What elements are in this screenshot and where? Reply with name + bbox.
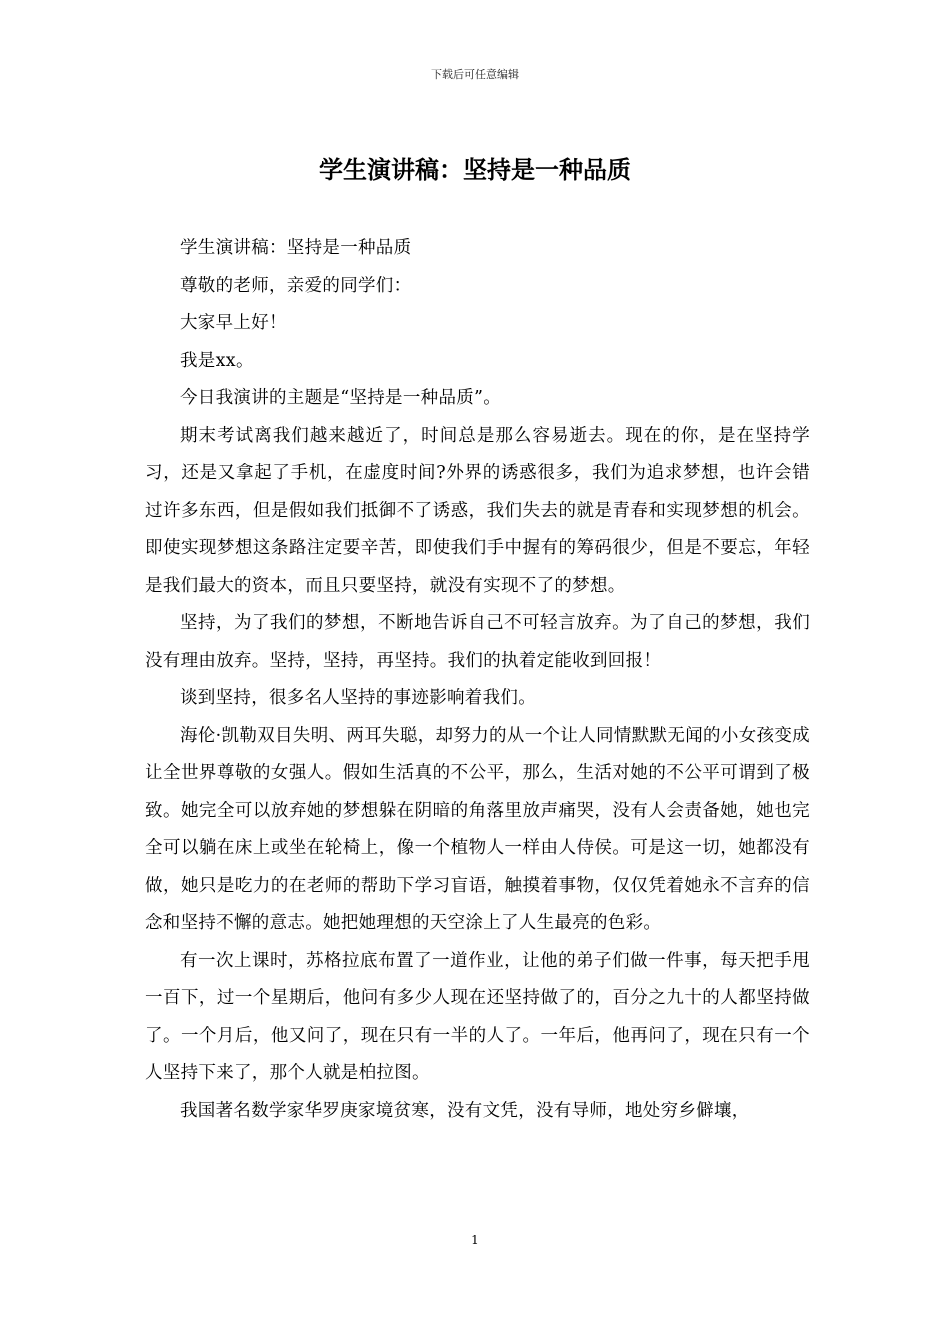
paragraph-salutation: 尊敬的老师，亲爱的同学们：: [180, 275, 412, 296]
page-number: 1: [471, 1233, 479, 1247]
paragraph-persist-dream: 坚持，为了我们的梦想，不断地告诉自己不可轻言放弃。为了自己的梦想，我们没有理由放弃。坚持，坚持，再坚持。我们的执着定能收到回报！: [145, 613, 810, 671]
paragraph-topic: 今日我演讲的主题是“坚持是一种品质”。: [180, 388, 502, 408]
paragraph-famous-people: 谈到坚持，很多名人坚持的事迹影响着我们。: [180, 688, 536, 708]
page-header-note: 下载后可任意编辑: [431, 68, 519, 81]
paragraph-introduction: 我是xx。: [180, 350, 254, 371]
document-title: 学生演讲稿：坚持是一种品质: [319, 155, 631, 184]
paragraph-exam-time: 期末考试离我们越来越近了，时间总是那么容易逝去。现在的你，是在坚持学习，还是又拿起了手机，在虚度时间?外界的诱惑很多，我们为追求梦想，也许会错过许多东西，但是假如我们抵御不了诱惑，我们失去的就是青春和实现梦想的机会。即使实现梦想这条路注定要辛苦，即使我们手中握有的筹码很少，但是不要忘，年轻是我们最大的资本，而且只要坚持，就没有实现不了的梦想。: [145, 425, 810, 596]
paragraph-socrates: 有一次上课时，苏格拉底布置了一道作业，让他的弟子们做一件事，每天把手甩一百下，过一个星期后，他问有多少人现在还坚持做了的，百分之九十的人都坚持做了。一个月后，他又问了，现在只有一半的人了。一年后，他再问了，现在只有一个人坚持下来了，那个人就是柏拉图。: [145, 950, 810, 1083]
paragraph-helen-keller: 海伦·凯勒双目失明、两耳失聪，却努力的从一个让人同情默默无闻的小女孩变成让全世界尊敬的女强人。假如生活真的不公平，那么，生活对她的不公平可谓到了极致。她完全可以放弃她的梦想躲在阴暗的角落里放声痛哭，没有人会责备她，她也完全可以躺在床上或坐在轮椅上，像一个植物人一样由人侍侯。可是这一切，她都没有做，她只是吃力的在老师的帮助下学习盲语，触摸着事物，仅仅凭着她永不言弃的信念和坚持不懈的意志。她把她理想的天空涂上了人生最亮的色彩。: [145, 725, 810, 933]
paragraph-greeting: 大家早上好！: [180, 313, 287, 333]
paragraph-hua-luogeng: 我国著名数学家华罗庚家境贫寒，没有文凭，没有导师，地处穷乡僻壤，: [180, 1100, 750, 1121]
document-body: [145, 230, 810, 1130]
paragraph-subtitle: 学生演讲稿：坚持是一种品质: [180, 238, 412, 258]
